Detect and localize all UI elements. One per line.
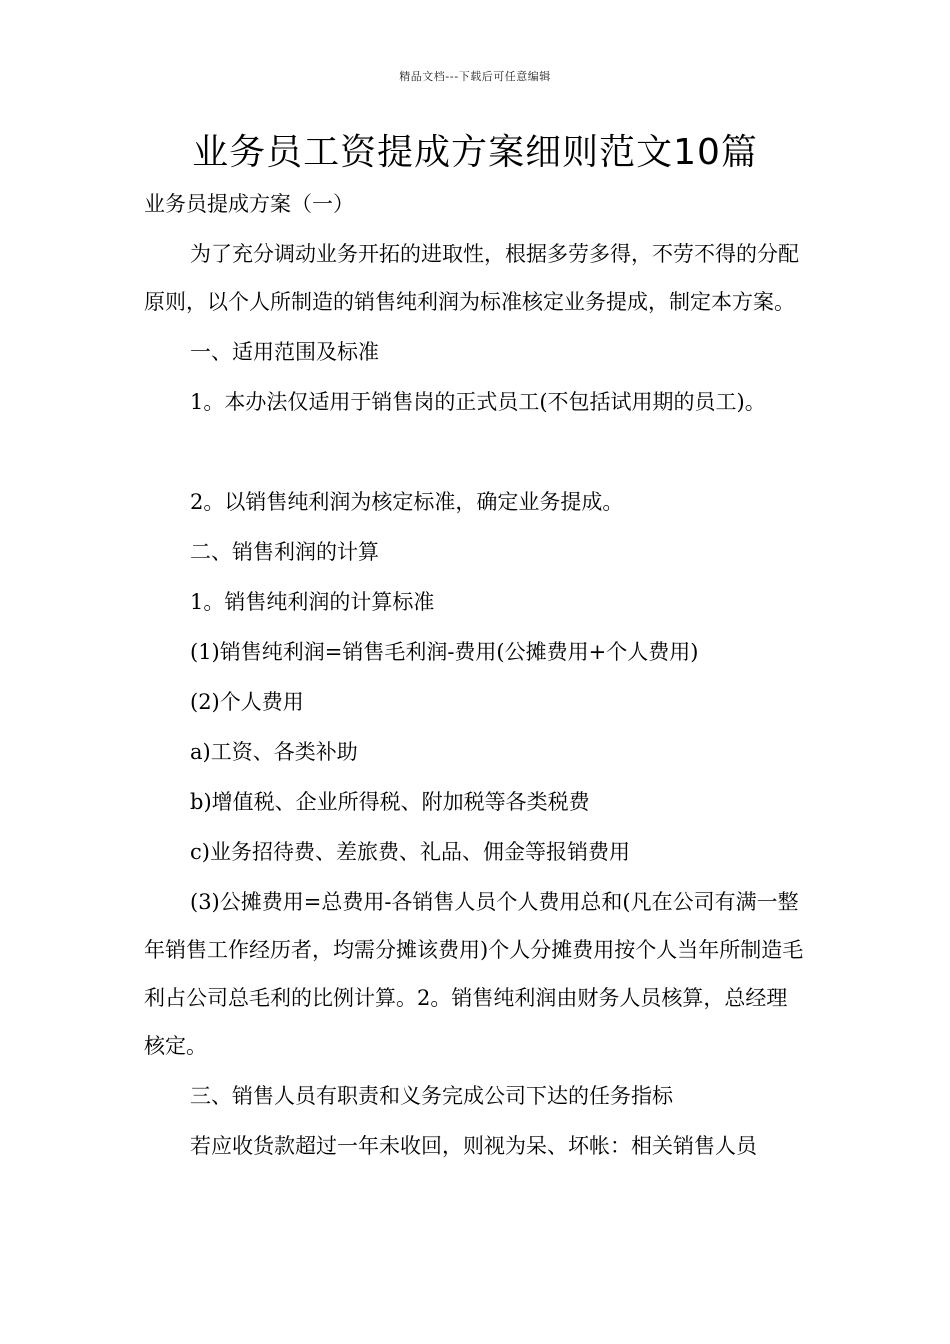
clause-3-paragraph: 若应收货款超过一年未收回，则视为呆、坏帐：相关销售人员 [190,1134,757,1158]
list-item-a: a)工资、各类补助 [190,740,358,764]
list-item-c: c)业务招待费、差旅费、礼品、佣金等报销费用 [190,840,630,864]
clause-2-1-3: (3)公摊费用=总费用-各销售人员个人费用总和(凡在公司有满一整年销售工作经历者，均需分摊该费用)个人分摊费用按个人当年所制造毛利占公司总毛利的比例计算。2。销售纯利润由财务人员核算，总经理核定。 [144,890,804,1058]
clause-1-1: 1。本办法仅适用于销售岗的正式员工(不包括试用期的员工)。 [190,390,766,414]
intro-paragraph: 为了充分调动业务开拓的进取性，根据多劳多得，不劳不得的分配原则，以个人所制造的销售纯利润为标准核定业务提成，制定本方案。 [144,242,799,314]
blank-spacer [144,426,808,478]
clause-2-1: 1。销售纯利润的计算标准 [190,590,435,614]
document-body [144,180,808,1170]
clause-2-1-2: (2)个人费用 [190,690,304,714]
section-heading-3: 三、销售人员有职责和义务完成公司下达的任务指标 [190,1084,673,1108]
section-subtitle: 业务员提成方案（一） [144,192,354,216]
list-item-b: b)增值税、企业所得税、附加税等各类税费 [190,790,590,814]
clause-1-2: 2。以销售纯利润为核定标准，确定业务提成。 [190,490,624,514]
header-note: 精品文档---下载后可任意编辑 [399,70,551,83]
document-title: 业务员工资提成方案细则范文10篇 [192,132,758,173]
section-heading-2: 二、销售利润的计算 [190,540,379,564]
section-heading-1: 一、适用范围及标准 [190,340,379,364]
clause-2-1-1: (1)销售纯利润=销售毛利润-费用(公摊费用+个人费用) [190,640,699,664]
